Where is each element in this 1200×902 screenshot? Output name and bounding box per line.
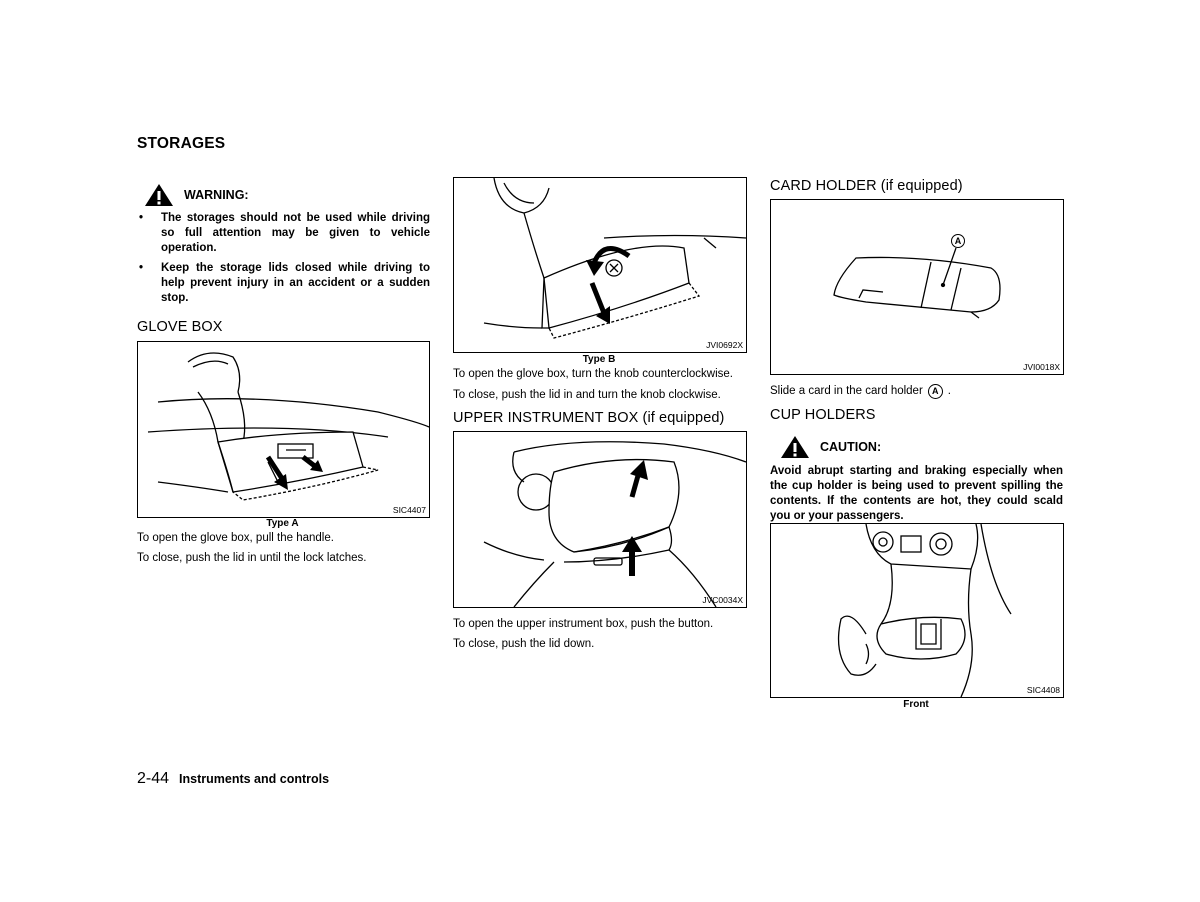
warning-item: • The storages should not be used while driving so full attention may be given to vehicle operation. [139,212,430,254]
figure-cup-holders [770,523,1064,698]
page-title: STORAGES [137,135,226,152]
upper-box-open-text: To open the upper instrument box, push the button. [453,618,714,630]
figure-code: SIC4408 [1026,685,1060,695]
cup-holders-illustration [771,524,1063,697]
warning-item: • Keep the storage lids closed while driving to help prevent injury in an accident or a sudden stop. [139,262,430,304]
glove-box-open-text: To open the glove box, pull the handle. [137,532,334,544]
upper-instrument-box-heading: UPPER INSTRUMENT BOX (if equipped) [453,410,725,426]
glove-box-b-open-text: To open the glove box, turn the knob counterclockwise. [453,368,734,380]
figure-code: JVI0018X [1023,362,1060,372]
figure-upper-instrument-box [453,431,747,608]
warning-header [144,183,249,207]
glove-box-type-b-illustration [454,178,746,352]
upper-instrument-box-illustration [454,432,746,607]
figure-code: SIC4407 [392,505,426,515]
caution-label: CAUTION: [820,440,882,454]
glove-box-heading: GLOVE BOX [137,319,223,335]
figure-glove-box-type-a [137,341,430,518]
cup-holders-heading: CUP HOLDERS [770,407,876,423]
warning-icon [144,183,174,207]
page-number: 2-44 [137,770,170,787]
chapter-title: Instruments and controls [179,772,330,786]
card-holder-illustration [771,200,1063,374]
card-holder-heading: CARD HOLDER (if equipped) [770,178,963,194]
figure-card-holder [770,199,1064,375]
glove-box-close-text: To close, push the lid in until the lock latches. [137,552,367,564]
figure-caption: Front [903,699,929,710]
card-holder-text: Slide a card in the card holder A . [770,385,951,397]
caution-header [780,435,881,459]
warning-list [139,211,430,306]
upper-box-close-text: To close, push the lid down. [453,638,595,650]
glove-box-b-close-text: To close, push the lid in and turn the knob clockwise. [453,389,721,401]
caution-icon [780,435,810,459]
figure-code: JVC0034X [702,595,743,605]
callout-a-marker: A [951,234,965,248]
page-footer [137,770,329,788]
figure-caption: Type B [582,354,616,365]
figure-glove-box-type-b [453,177,747,353]
callout-a-marker: A [928,384,943,399]
figure-code: JVI0692X [706,340,743,350]
caution-text: Avoid abrupt starting and braking especially when the cup holder is being used to prevent spilling the contents. If the contents are hot, they could scald you or your passengers. [770,465,1063,522]
figure-caption: Type A [266,518,299,529]
glove-box-type-a-illustration [138,342,429,517]
warning-label: WARNING: [184,188,249,202]
